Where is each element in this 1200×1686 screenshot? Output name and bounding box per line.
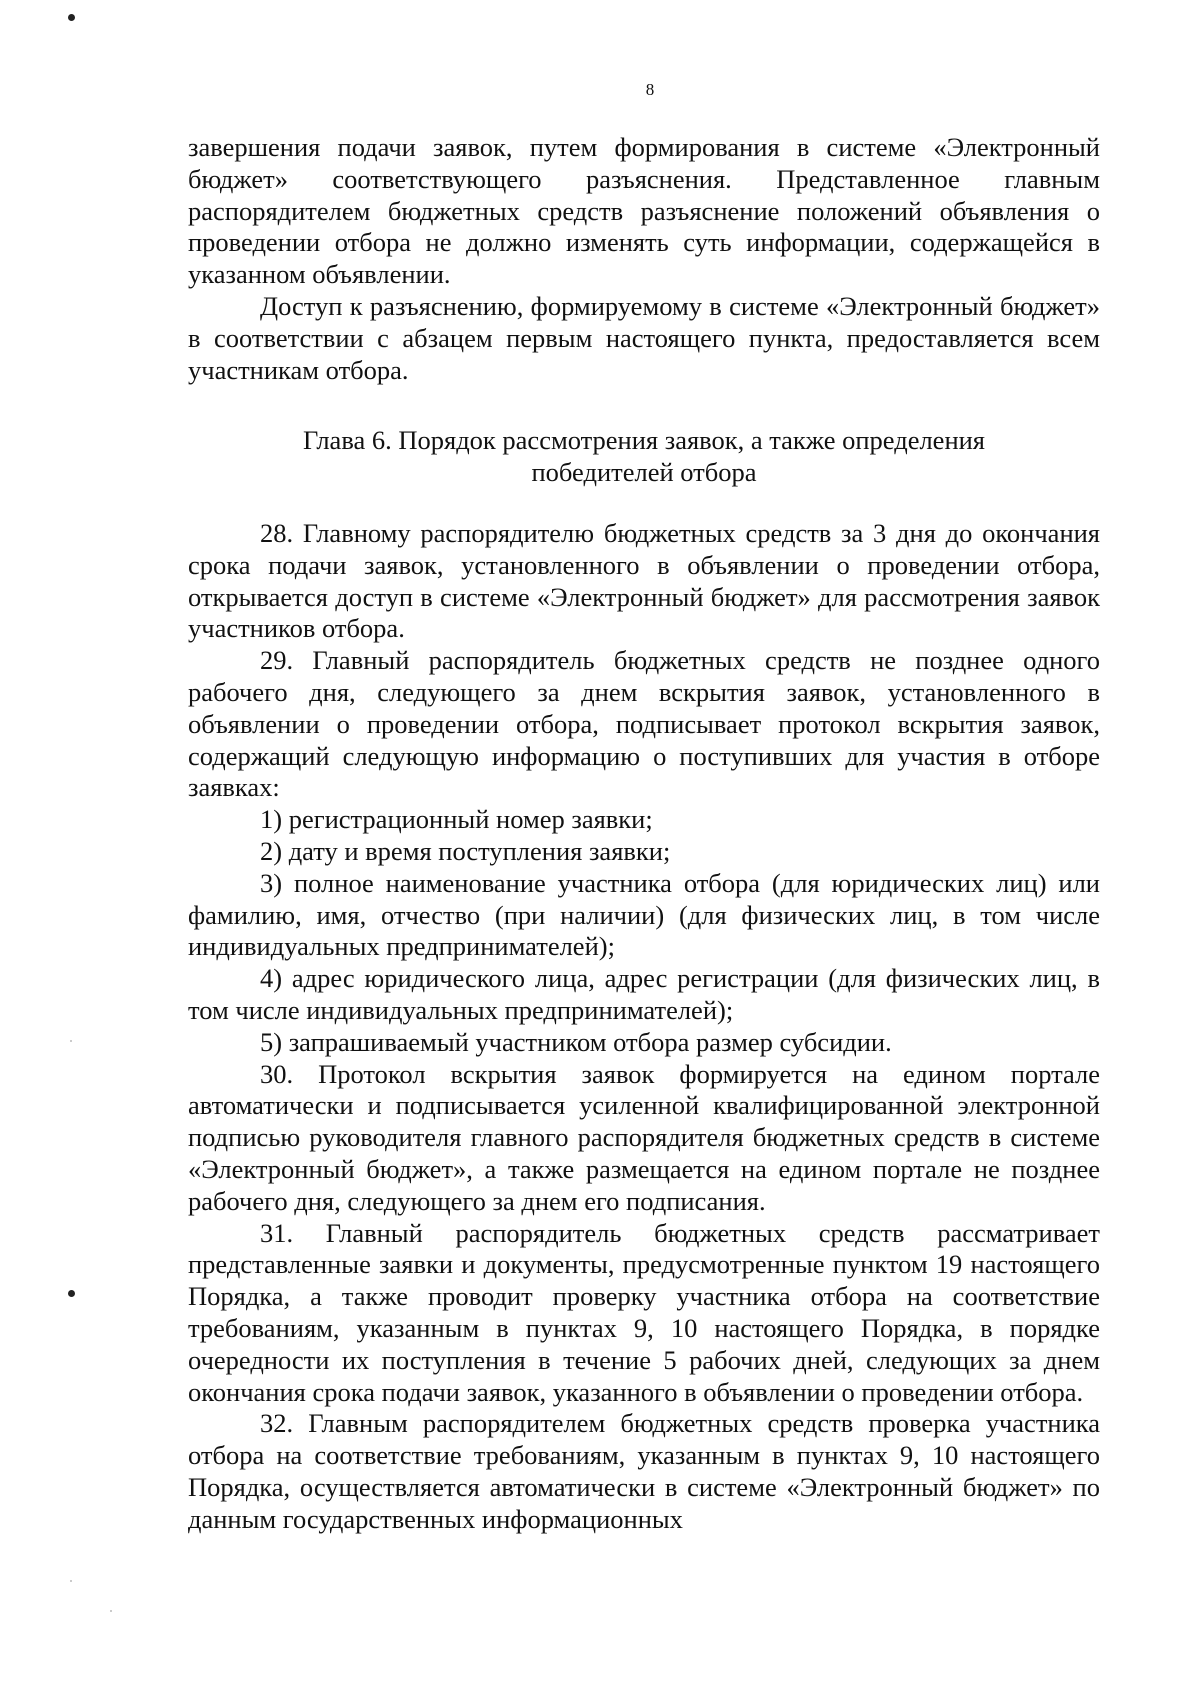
paragraph-access: Доступ к разъяснению, формируемому в системе «Электронный бюджет» в соответствии с абзацем первым настоящего пункта, предоставляется всем участникам отбора. [188,290,1100,385]
paragraph-30: 30. Протокол вскрытия заявок формируется на едином портале автоматически и подписывается усиленной квалифицированной электронной подписью руководителя главного распорядителя бюджетных средств в системе «Электронный бюджет», а также размещается на едином портале не позднее рабочего дня, следующего за днем его подписания. [188,1058,1100,1216]
paragraph-28: 28. Главному распорядителю бюджетных средств за 3 дня до окончания срока подачи заявок, установленного в объявлении о проведении отбора, открывается доступ в системе «Электронный бюджет» для рассмотрения заявок участников отбора. [188,518,1100,644]
list-item: 3) полное наименование участника отбора (для юридических лиц) или фамилию, имя, отчество (при наличии) (для физических лиц, в том числе индивидуальных предпринимателей); [188,867,1100,962]
scan-speck [70,1580,72,1582]
body-text-block [188,518,1100,1536]
paragraph-29: 29. Главный распорядитель бюджетных средств не позднее одного рабочего дня, следующего за днем вскрытия заявок, установленного в объявлении о проведении отбора, подписывает протокол вскрытия заявок, содержащий следующую информацию о поступивших для участия в отборе заявках: [188,645,1100,803]
paragraph-31: 31. Главный распорядитель бюджетных средств рассматривает представленные заявки и документы, предусмотренные пунктом 19 настоящего Порядка, а также проводит проверку участника отбора на соответствие требованиям, указанным в пунктах 9, 10 настоящего Порядка, в порядке очередности их поступления в течение 5 рабочих дней, следующих за днем окончания срока подачи заявок, указанного в объявлении о проведении отбора. [188,1217,1100,1407]
top-text-block [188,132,1100,386]
chapter-title-line-1: Глава 6. Порядок рассмотрения заявок, а также определения [303,425,985,455]
paragraph-continuation: завершения подачи заявок, путем формирования в системе «Электронный бюджет» соответствующего разъяснения. Представленное главным распорядителем бюджетных средств разъяснение положений объявления о проведении отбора не должно изменять суть информации, содержащейся в указанном объявлении. [188,132,1100,290]
scan-dot [68,1290,75,1297]
list-item: 2) дату и время поступления заявки; [260,835,671,866]
list-item: 5) запрашиваемый участником отбора размер субсидии. [260,1026,892,1057]
scan-speck [110,1610,112,1612]
paragraph-32: 32. Главным распорядителем бюджетных средств проверка участника отбора на соответствие требованиям, указанным в пунктах 9, 10 настоящего Порядка, осуществляется автоматически в системе «Электронный бюджет» по данным государственных информационных [188,1408,1100,1534]
chapter-title-line-2: победителей отбора [531,457,757,487]
list-item: 1) регистрационный номер заявки; [260,804,653,835]
chapter-heading [188,424,1100,488]
page-number: 8 [645,80,655,99]
scan-speck [70,1040,72,1042]
scan-dot [68,14,75,21]
list-item: 4) адрес юридического лица, адрес регистрации (для физических лиц, в том числе индивидуальных предпринимателей); [188,963,1100,1025]
